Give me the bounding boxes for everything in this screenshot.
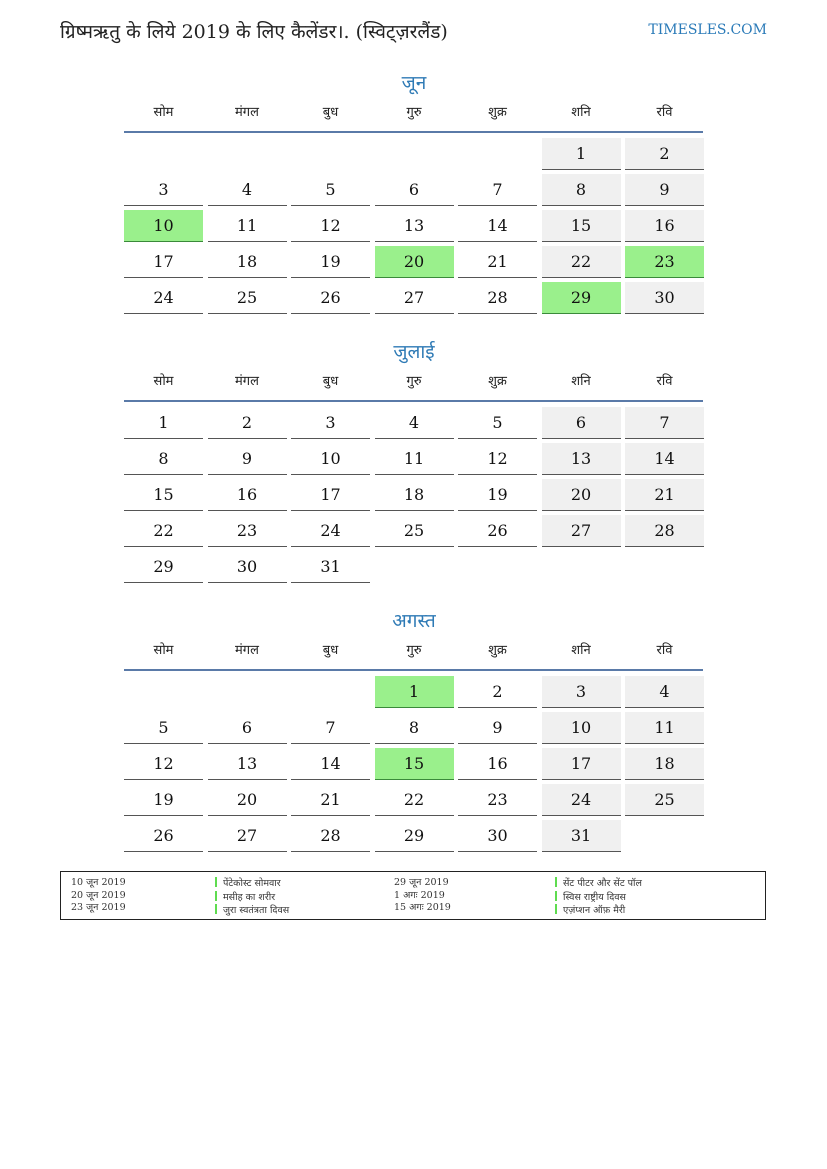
day-cell: 13 — [542, 443, 621, 475]
weekday-label: शनि — [571, 374, 591, 389]
weekday-label: बुध — [322, 374, 339, 389]
day-cell: 16 — [458, 748, 537, 780]
legend-date: 29 जून 2019 — [394, 877, 449, 888]
month-june — [124, 70, 704, 314]
day-cell: 9 — [208, 443, 287, 475]
weekday-label: सोम — [153, 643, 174, 658]
day-cell: 15 — [542, 210, 621, 242]
day-cell: 24 — [124, 282, 203, 314]
day-cell: 30 — [208, 551, 287, 583]
legend-holiday-name: स्विस राष्ट्रीय दिवस — [563, 891, 626, 903]
day-cell: 22 — [375, 784, 454, 816]
day-cell: 2 — [458, 676, 537, 708]
day-cell: 3 — [291, 407, 370, 439]
day-cell: 10 — [542, 712, 621, 744]
day-cell: 30 — [458, 820, 537, 852]
header-divider — [124, 669, 703, 671]
day-grid — [124, 138, 704, 314]
holiday-day-cell: 29 — [542, 282, 621, 314]
day-cell: 19 — [458, 479, 537, 511]
weekday-label: शुक्र — [488, 643, 507, 658]
empty-cell — [458, 138, 537, 169]
month-august — [124, 608, 704, 852]
day-cell: 27 — [375, 282, 454, 314]
legend-entry — [555, 904, 642, 918]
legend-marker — [215, 904, 217, 914]
day-cell: 19 — [291, 246, 370, 278]
day-cell: 28 — [458, 282, 537, 314]
day-cell: 10 — [291, 443, 370, 475]
legend-entry — [215, 891, 289, 905]
day-cell: 11 — [208, 210, 287, 242]
day-cell: 16 — [625, 210, 704, 242]
legend-date: 23 जून 2019 — [71, 902, 126, 913]
day-cell: 21 — [458, 246, 537, 278]
weekday-label: गुरु — [406, 643, 422, 658]
weekday-label: मंगल — [235, 374, 259, 389]
day-cell: 18 — [208, 246, 287, 278]
day-cell: 27 — [208, 820, 287, 852]
day-cell: 14 — [625, 443, 704, 475]
day-cell: 16 — [208, 479, 287, 511]
weekday-label: शनि — [571, 105, 591, 120]
legend-date: 15 अगः 2019 — [394, 902, 451, 913]
day-cell: 11 — [375, 443, 454, 475]
day-cell: 20 — [542, 479, 621, 511]
legend-holiday-name: जुरा स्वतंत्रता दिवस — [223, 905, 290, 916]
day-cell: 25 — [625, 784, 704, 816]
day-cell: 29 — [375, 820, 454, 852]
weekday-label: शनि — [571, 643, 591, 658]
empty-cell — [291, 138, 370, 169]
page-title: ग्रिष्मऋतु के लिये 2019 के लिए कैलेंडर।. (स्विट्ज़रलैंड) — [60, 21, 448, 43]
day-cell: 9 — [625, 174, 704, 206]
day-cell: 13 — [208, 748, 287, 780]
weekday-label: शुक्र — [488, 105, 507, 120]
day-cell: 8 — [124, 443, 203, 475]
holiday-day-cell: 15 — [375, 748, 454, 780]
empty-cell — [208, 676, 287, 707]
day-cell: 4 — [208, 174, 287, 206]
weekday-label: मंगल — [235, 105, 259, 120]
legend-entry — [215, 877, 289, 891]
day-cell: 30 — [625, 282, 704, 314]
legend-names-left — [215, 877, 289, 918]
day-cell: 17 — [542, 748, 621, 780]
day-cell: 19 — [124, 784, 203, 816]
legend-holiday-name: मसीह का शरीर — [223, 891, 276, 903]
day-cell: 21 — [625, 479, 704, 511]
legend-marker — [215, 877, 217, 887]
day-cell: 27 — [542, 515, 621, 547]
header-divider — [124, 131, 703, 133]
empty-cell — [124, 138, 203, 169]
day-cell: 28 — [625, 515, 704, 547]
day-cell: 18 — [375, 479, 454, 511]
weekday-label: रवि — [656, 374, 673, 389]
day-cell: 9 — [458, 712, 537, 744]
holiday-legend — [60, 871, 766, 920]
day-cell: 31 — [291, 551, 370, 583]
empty-cell — [208, 138, 287, 169]
weekday-header — [124, 102, 704, 126]
day-cell: 26 — [458, 515, 537, 547]
legend-holiday-name: एज़ंप्शन ऑफ़ मैरी — [563, 905, 626, 916]
day-cell: 12 — [124, 748, 203, 780]
day-cell: 24 — [291, 515, 370, 547]
header-divider — [124, 400, 703, 402]
day-cell: 26 — [291, 282, 370, 314]
empty-cell — [291, 676, 370, 707]
day-cell: 6 — [208, 712, 287, 744]
weekday-label: गुरु — [406, 374, 422, 389]
day-grid — [124, 407, 704, 583]
day-cell: 1 — [124, 407, 203, 439]
month-title: जून — [401, 72, 427, 94]
legend-date: 10 जून 2019 — [71, 877, 126, 888]
weekday-label: गुरु — [406, 105, 422, 120]
day-cell: 18 — [625, 748, 704, 780]
legend-marker — [555, 891, 557, 901]
day-cell: 7 — [625, 407, 704, 439]
day-cell: 4 — [375, 407, 454, 439]
weekday-label: बुध — [322, 643, 339, 658]
day-cell: 20 — [208, 784, 287, 816]
legend-entry — [555, 877, 642, 891]
day-cell: 7 — [458, 174, 537, 206]
day-cell: 4 — [625, 676, 704, 708]
day-cell: 25 — [208, 282, 287, 314]
legend-holiday-name: पेंटेकोस्ट सोमवार — [223, 878, 281, 889]
legend-date: 20 जून 2019 — [71, 889, 126, 901]
day-cell: 6 — [375, 174, 454, 206]
holiday-day-cell: 20 — [375, 246, 454, 278]
day-grid — [124, 676, 704, 852]
day-cell: 23 — [208, 515, 287, 547]
day-cell: 15 — [124, 479, 203, 511]
day-cell: 14 — [291, 748, 370, 780]
day-cell: 23 — [458, 784, 537, 816]
legend-holiday-name: सेंट पीटर और सेंट पॉल — [563, 878, 642, 889]
day-cell: 6 — [542, 407, 621, 439]
legend-dates-left — [71, 877, 126, 915]
weekday-label: शुक्र — [488, 374, 507, 389]
day-cell: 2 — [208, 407, 287, 439]
weekday-label: रवि — [656, 643, 673, 658]
legend-names-right — [555, 877, 642, 918]
empty-cell — [124, 676, 203, 707]
day-cell: 21 — [291, 784, 370, 816]
day-cell: 24 — [542, 784, 621, 816]
weekday-label: रवि — [656, 105, 673, 120]
weekday-label: सोम — [153, 374, 174, 389]
day-cell: 12 — [458, 443, 537, 475]
legend-marker — [555, 877, 557, 887]
weekday-label: सोम — [153, 105, 174, 120]
day-cell: 13 — [375, 210, 454, 242]
day-cell: 5 — [458, 407, 537, 439]
day-cell: 1 — [542, 138, 621, 170]
weekday-header — [124, 371, 704, 395]
day-cell: 2 — [625, 138, 704, 170]
weekday-header — [124, 640, 704, 664]
day-cell: 28 — [291, 820, 370, 852]
day-cell: 22 — [124, 515, 203, 547]
legend-date: 1 अगः 2019 — [394, 889, 445, 901]
day-cell: 3 — [124, 174, 203, 206]
day-cell: 7 — [291, 712, 370, 744]
day-cell: 26 — [124, 820, 203, 852]
day-cell: 31 — [542, 820, 621, 852]
day-cell: 11 — [625, 712, 704, 744]
day-cell: 17 — [124, 246, 203, 278]
day-cell: 22 — [542, 246, 621, 278]
day-cell: 25 — [375, 515, 454, 547]
day-cell: 8 — [542, 174, 621, 206]
legend-marker — [215, 891, 217, 901]
day-cell: 3 — [542, 676, 621, 708]
day-cell: 8 — [375, 712, 454, 744]
legend-entry — [555, 891, 642, 905]
legend-dates-right — [394, 877, 451, 915]
month-title: जुलाई — [393, 341, 435, 363]
day-cell: 29 — [124, 551, 203, 583]
day-cell: 5 — [291, 174, 370, 206]
legend-entry — [215, 904, 289, 918]
holiday-day-cell: 10 — [124, 210, 203, 242]
day-cell: 17 — [291, 479, 370, 511]
weekday-label: मंगल — [235, 643, 259, 658]
empty-cell — [375, 138, 454, 169]
day-cell: 14 — [458, 210, 537, 242]
day-cell: 12 — [291, 210, 370, 242]
holiday-day-cell: 1 — [375, 676, 454, 708]
legend-marker — [555, 904, 557, 914]
month-title: अगस्त — [392, 610, 436, 632]
day-cell: 5 — [124, 712, 203, 744]
site-link[interactable]: TIMESLES.COM — [648, 22, 767, 38]
month-july — [124, 339, 704, 583]
holiday-day-cell: 23 — [625, 246, 704, 278]
weekday-label: बुध — [322, 105, 339, 120]
